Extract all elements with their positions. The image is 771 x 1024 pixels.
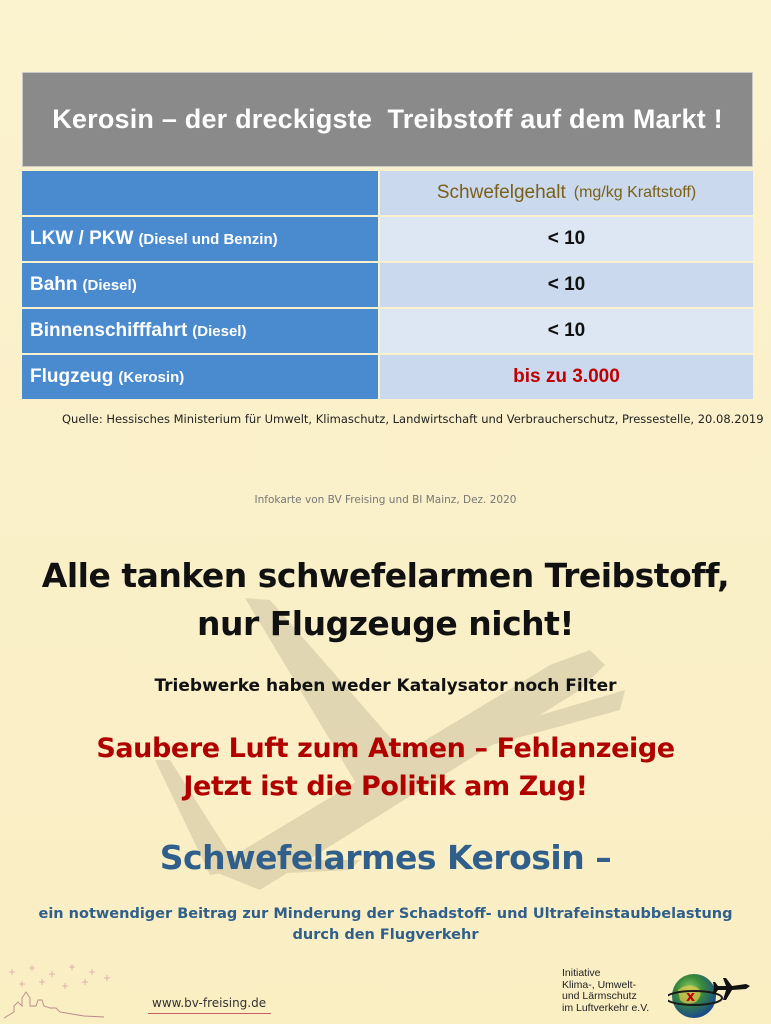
blue-headline: Schwefelarmes Kerosin – — [159, 838, 612, 877]
row-detail: (Diesel und Benzin) — [138, 230, 278, 248]
initiative-line: Initiative — [562, 967, 601, 979]
initiative-text — [562, 968, 649, 1014]
initiative-line: und Lärmschutz — [562, 990, 637, 1002]
engine-subline: Triebwerke haben weder Katalysator noch Filter — [154, 676, 617, 696]
website-link[interactable]: www.bv-freising.de — [152, 996, 267, 1010]
blue-sub-line-2: durch den Flugverkehr — [292, 927, 479, 943]
row-label — [22, 309, 378, 353]
row-name: Flugzeug — [30, 366, 114, 387]
source-note: Quelle: Hessisches Ministerium für Umwelt, Klimaschutz, Landwirtschaft und Verbraucherschutz, Pressestelle, 20.08.2019 — [62, 412, 764, 426]
globe-airplane-logo-icon — [668, 968, 768, 1020]
row-label — [22, 217, 378, 261]
credit-note: Infokarte von BV Freising und BI Mainz, Dez. 2020 — [254, 494, 517, 506]
blue-subline — [0, 904, 771, 946]
table-title: Kerosin – der dreckigste Treibstoff auf dem Markt ! — [22, 72, 753, 167]
row-label — [22, 355, 378, 399]
row-value: < 10 — [380, 309, 753, 353]
initiative-line: Klima-, Umwelt- — [562, 978, 637, 991]
headline-line-1: Alle tanken schwefelarmen Treibstoff, — [41, 556, 730, 595]
row-value: bis zu 3.000 — [380, 355, 753, 399]
table-header-row — [22, 171, 753, 215]
red-line-2: Jetzt ist die Politik am Zug! — [183, 771, 588, 802]
header-sulfur-label: Schwefelgehalt — [436, 182, 566, 203]
row-name: Binnenschifffahrt — [30, 320, 188, 341]
row-detail: (Diesel) — [82, 276, 137, 294]
row-detail: (Kerosin) — [118, 368, 185, 386]
row-value: < 10 — [380, 217, 753, 261]
planes-city-sketch-icon — [4, 962, 124, 1020]
headline-line-2: nur Flugzeuge nicht! — [197, 604, 574, 643]
sulfur-table — [22, 72, 753, 399]
table-header-right — [380, 171, 753, 215]
row-value: < 10 — [380, 263, 753, 307]
main-headline — [0, 552, 771, 648]
row-name: LKW / PKW — [30, 228, 134, 249]
table-row — [22, 263, 753, 307]
row-detail: (Diesel) — [192, 322, 247, 340]
initiative-line: im Luftverkehr e.V. — [562, 1001, 650, 1014]
table-row — [22, 355, 753, 399]
website-underline — [148, 1013, 271, 1014]
row-name: Bahn — [30, 274, 78, 295]
row-label — [22, 263, 378, 307]
table-row — [22, 309, 753, 353]
red-message — [0, 730, 771, 806]
svg-text:x: x — [686, 989, 696, 1005]
blue-sub-line-1: ein notwendiger Beitrag zur Minderung der Schadstoff- und Ultrafeinstaubbelastung — [38, 906, 733, 922]
table-row — [22, 217, 753, 261]
header-unit-label: (mg/kg Kraftstoff) — [573, 184, 697, 201]
table-header-left — [22, 171, 378, 215]
red-line-1: Saubere Luft zum Atmen – Fehlanzeige — [96, 733, 675, 764]
